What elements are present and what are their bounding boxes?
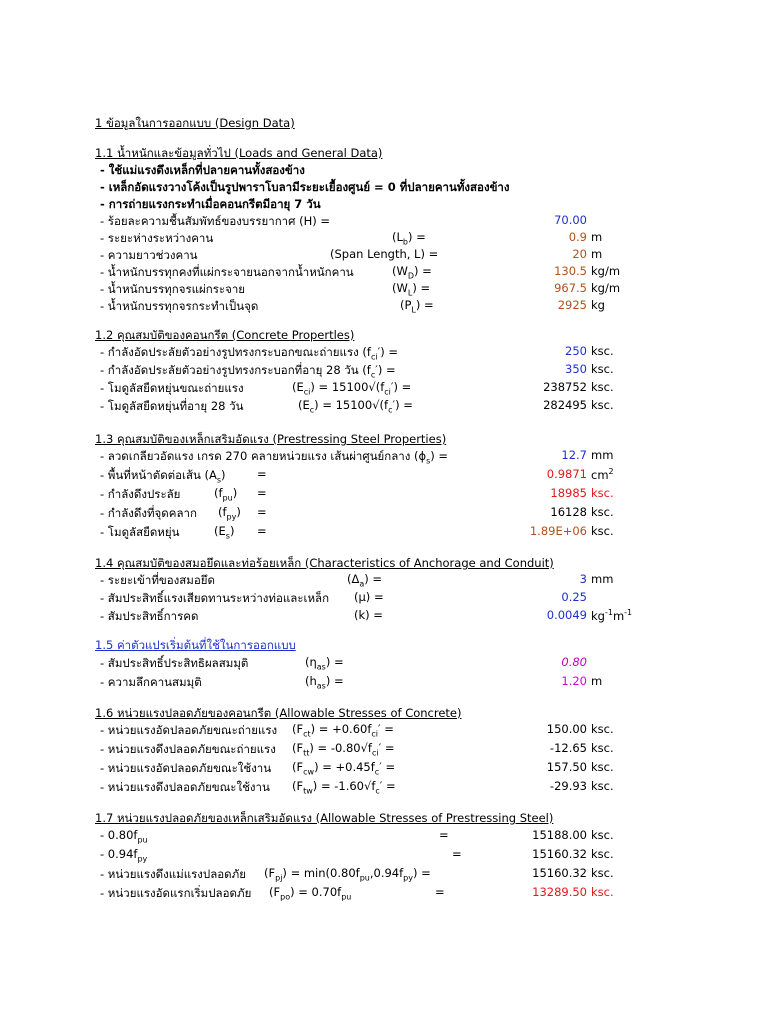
row-value: 18985 [550,486,587,500]
row-label: - กำลังดึงประลัย [100,487,181,501]
row-label: - ระยะห่างระหว่างคาน [100,231,214,245]
sym-eq: ) = [407,230,426,244]
unit-text: kg [591,608,605,623]
unit-sup: 2 [608,467,614,476]
section-1-4-header-line [0,555,768,573]
row-unit: kg/m [591,264,621,278]
sym-eq2: ′ = [378,722,394,736]
section-1-4-header: 1.4 คุณสมบัติของสมอยึดและท่อร้อยเหล็ก (Characteristics of Anchorage and Conduit) [95,556,554,570]
row-label: - สัมประสิทธิ์แรงเสียดทานระหว่างท่อและเหล็ก [100,591,330,605]
s17-row-fpj [0,866,768,884]
row-value: 0.80 [561,655,587,669]
s17-row-fpo [0,885,768,903]
row-symbol [292,760,395,776]
sym-sub: ci [303,387,311,397]
row-unit: ksc. [591,344,614,358]
sym-sub: ct [303,729,311,739]
row-label: - โมดูลัสยืดหยุ่น [100,525,180,539]
sym-eq: ) [229,524,235,538]
row-label: - น้ำหนักบรรทุกจรกระทำเป็นจุด [100,299,259,313]
row-symbol [218,505,241,521]
row-value: 250 [565,344,587,358]
row-unit: ksc. [591,779,614,793]
row-unit: ksc. [591,505,614,519]
row-eq: = [435,885,445,899]
sym-sub: tw [303,786,313,796]
row-label: - โมดูลัสยืดหยุ่นขณะถ่ายแรง [100,381,244,395]
sym-sub: L [411,305,416,315]
s16-row-fcw [0,760,768,778]
s11-row-live-load [0,281,768,299]
section-1-3-header: 1.3 คุณสมบัติของเหล็กเสริมอัดแรง (Prestressing Steel Properties) [95,432,447,446]
sym: (F [269,885,281,899]
row-eq: = [452,847,462,861]
row-label: - น้ำหนักบรรทุกคงที่แผ่กระจายนอกจากน้ำหนักคาน [100,265,354,279]
sym-eq: ) = min(0.80f [282,866,360,880]
s11-bullet-2 [0,179,768,197]
sym-eq: ) = -1.60√f [312,779,376,793]
row-unit: ksc. [591,828,614,842]
row-unit: ksc. [591,847,614,861]
sym-eq: ) = 0.70f [290,885,342,899]
row-value: 15160.32 [532,866,587,880]
sym-eq2: ′) = [390,380,412,394]
section-1-5-header-line [0,637,768,655]
sym-sub: pj [275,873,283,883]
row-symbol: (Span Length, L) = [330,247,439,261]
row-value: 1.20 [561,674,587,688]
section-1-5-header: 1.5 ค่าตัวแปรเริ่มต้นที่ใช้ในการออกแบบ [95,638,296,652]
sym-eq: ) = -0.80√f [309,741,372,755]
s17-row-080fpu [0,828,768,846]
unit-text-2: m [612,608,625,623]
row-label [100,344,398,362]
sym: (h [305,674,317,688]
row-label: - ร้อยละความชื้นสัมพัทธ์ของบรรยากาศ (H) = [100,214,331,228]
sym-sub: pu [222,493,233,503]
row-label: - ระยะเข้าที่ของสมอยึด [100,573,215,587]
label-eq: ′) = [377,345,398,359]
row-value: 13289.50 [532,885,587,899]
row-symbol [292,779,396,795]
section-1-3-header-line [0,431,768,449]
s11-row-point-load [0,298,768,316]
row-symbol [347,572,382,588]
unit-sup: -1 [604,608,613,617]
sym-eq: ) = [325,655,344,669]
row-unit: ksc. [591,524,614,538]
row-value: -12.65 [549,741,587,755]
row-symbol [214,486,237,502]
s12-row-eci [0,380,768,398]
row-label [100,828,148,844]
sym-sub2: c [388,405,393,415]
row-value: 70.00 [554,213,587,227]
s11-row-dead-load [0,264,768,282]
row-unit: ksc. [591,486,614,500]
sym-eq2: ′ = [378,741,395,755]
section-1-6-header: 1.6 หน่วยแรงปลอดภัยของคอนกรีต (Allowable Stresses of Concrete) [95,706,462,720]
row-unit: m [591,247,603,261]
label-text: - ลวดเกลียวอัดแรง เกรด 270 คลายหน่วยแรง เส้นผ่าศูนย์กลาง (ϕ [100,449,427,463]
sym: (F [292,741,304,755]
row-value: 15188.00 [532,828,587,842]
row-symbol [392,281,430,297]
section-1-6-header-line [0,705,768,723]
row-unit: mm [591,448,614,462]
s11-bullet-2-text: - เหล็กอัดแรงวางโค้งเป็นรูปพาราโบลามีระยะเยื้องศูนย์ = 0 ที่ปลายคานทั้งสองข้าง [100,180,510,194]
row-label [100,467,226,485]
row-symbol [392,264,432,280]
row-symbol [264,866,431,882]
label-sub: s [426,456,431,466]
section-1-2-header-line [0,327,768,345]
sym-eq: ) = +0.60f [310,722,372,736]
row-unit: ksc. [591,380,614,394]
s12-row-fc [0,362,768,380]
row-symbol [298,398,413,414]
sym: (P [400,298,412,312]
row-value: 157.50 [546,760,587,774]
sym: (F [264,866,276,880]
row-symbol: (k) = [354,608,383,622]
row-value: 3 [579,572,587,586]
label-text: - กำลังอัดประลัยตัวอย่างรูปทรงกระบอกขณะถ่ายแรง (f [100,345,371,359]
row-symbol [214,524,234,540]
doc-title-line [0,115,768,133]
section-1-7-header: 1.7 หน่วยแรงปลอดภัยของเหล็กเสริมอัดแรง (Allowable Stresses of Prestressing Steel) [95,811,554,825]
row-label: - หน่วยแรงอัดปลอดภัยขณะถ่ายแรง [100,723,278,737]
row-symbol [392,230,426,246]
row-value: 0.9871 [546,467,587,481]
row-unit: ksc. [591,866,614,880]
row-value: 1.89E+06 [529,524,587,538]
row-unit: ksc. [591,722,614,736]
row-symbol [400,298,434,314]
sym-sub: as [316,681,326,691]
row-value: 150.00 [546,722,587,736]
sym-sub2: ci [384,387,391,397]
sym-eq2: ′) = [392,398,413,412]
sym-sub2: ci [371,748,379,758]
row-label: - หน่วยแรงดึงแม่แรงปลอดภัย [100,867,246,881]
row-label: - หน่วยแรงอัดแรกเริ่มปลอดภัย [100,886,252,900]
sym-eq: ) [232,486,238,500]
sym: (L [392,230,403,244]
sym-eq2: ′ = [379,760,396,774]
s13-row-area [0,467,768,485]
row-unit: ksc. [591,760,614,774]
section-1-2-header: 1.2 คุณสมบัติของคอนกรีต (Concrete Propertles) [95,328,355,342]
sym-eq: ) = [415,298,434,312]
sym-sub: a [359,579,365,589]
row-value: 0.9 [568,230,587,244]
s13-row-es [0,524,768,542]
row-label [100,847,147,863]
row-unit: ksc. [591,398,614,412]
s11-bullet-1-text: - ใช้แม่แรงดึงเหล็กที่ปลายคานทั้งสองข้าง [100,163,305,177]
row-symbol: (μ) = [354,590,384,604]
s15-row-efficiency [0,655,768,673]
row-label: - หน่วยแรงอัดปลอดภัยขณะใช้งาน [100,761,272,775]
s11-row-span-length [0,247,768,265]
row-eq: = [257,524,267,538]
row-unit: kg/m [591,281,621,295]
row-unit: m [591,230,603,244]
s14-row-anchor-slip [0,572,768,590]
s13-row-diameter [0,448,768,466]
sym-eq2: ′ = [379,779,396,793]
sym-sub2: ci [371,729,379,739]
row-label: - หน่วยแรงดึงปลอดภัยขณะถ่ายแรง [100,742,276,756]
sym-sub: c [309,405,315,415]
row-label [100,362,396,380]
unit-sup-2: -1 [624,608,633,617]
s11-row-humidity [0,213,768,231]
sym-sub2: pu [359,873,370,883]
sym-sub2: c [374,767,380,777]
row-label: - ความยาวช่วงคาน [100,248,198,262]
row-value: 130.5 [554,264,587,278]
row-symbol [292,722,394,738]
s12-row-ec [0,398,768,416]
sym-sub3: py [403,873,413,883]
sym-eq: ) [236,505,241,519]
row-unit: ksc. [591,741,614,755]
row-value: 20 [572,247,587,261]
s11-bullet-3-text: - การถ่ายแรงกระทำเมื่อคอนกรีตมีอายุ 7 วัน [100,197,321,211]
row-eq: = [257,467,267,481]
row-unit [591,608,632,623]
row-symbol [269,885,351,901]
sym: (f [214,486,223,500]
row-value: 350 [565,362,587,376]
sym: (F [292,779,304,793]
row-value: 16128 [550,505,587,519]
row-eq: = [257,505,267,519]
unit-text: cm [591,467,609,482]
s11-bullet-1 [0,162,768,180]
label-sub: s [216,475,222,485]
s16-row-ftw [0,779,768,797]
sym-eq: ) = [412,281,431,295]
row-value: 0.0049 [546,608,587,622]
row-eq: = [439,828,449,842]
doc-title: 1 ข้อมูลในการออกแบบ (Design Data) [95,116,295,130]
row-unit: mm [591,572,614,586]
sym-sub: py [226,512,237,522]
label-text: - 0.94f [100,847,138,861]
row-label: - ความลึกคานสมมุติ [100,675,202,689]
sym: (F [292,722,304,736]
sym-eq: ) = [325,674,344,688]
row-symbol [305,674,344,690]
row-unit: ksc. [591,885,614,899]
sym: (W [392,264,408,278]
s12-row-fci [0,344,768,362]
sym: (f [218,505,227,519]
sym: (E [292,380,304,394]
row-label: - โมดูลัสยืดหยุ่นที่อายุ 28 วัน [100,399,244,413]
sym-sub2: pu [341,892,352,902]
row-label: - หน่วยแรงดึงปลอดภัยขณะใช้งาน [100,780,270,794]
sym-sub: L [407,288,413,298]
s11-bullet-3 [0,196,768,214]
label-sub: py [137,854,148,864]
label-text: - 0.80f [100,828,138,842]
row-value: -29.93 [549,779,587,793]
sym-sub: as [316,662,326,672]
s16-row-fct [0,722,768,740]
label-text: - กำลังอัดประลัยตัวอย่างรูปทรงกระบอกที่อายุ 28 วัน (f [100,363,371,377]
row-value: 282495 [543,398,587,412]
s15-row-depth [0,674,768,692]
s13-row-fpy [0,505,768,523]
row-value: 967.5 [554,281,587,295]
s14-row-friction [0,590,768,608]
label-eq: ′) = [375,363,396,377]
row-unit: kg [591,298,605,312]
s17-row-094fpy [0,847,768,865]
row-value: 12.7 [561,448,587,462]
row-eq: = [257,486,267,500]
sym-sub: cw [303,767,315,777]
sym-sub: po [280,892,291,902]
section-1-1-header-line [0,145,768,163]
row-unit: ksc. [591,362,614,376]
sym-sub: s [225,531,230,541]
row-value: 2925 [557,298,587,312]
s16-row-ftt [0,741,768,759]
row-label: - สัมประสิทธิ์ประสิทธิผลสมมุติ [100,656,249,670]
sym-eq3: ) = [412,866,431,880]
section-1-7-header-line [0,810,768,828]
sym-sub2: c [375,786,380,796]
row-label: - น้ำหนักบรรทุกจรแผ่กระจาย [100,282,246,296]
label-eq: ) [221,468,226,482]
sym-eq: ) = [364,572,383,586]
sym-eq: ) = 15100√(f [314,398,389,412]
label-text: - พื้นที่หน้าตัดต่อเส้น (A [100,468,217,482]
sym-eq2: ,0.94f [369,866,404,880]
sym: (F [292,760,304,774]
label-sub: c [370,370,376,380]
sym-sub: b [402,237,408,247]
label-eq: ) = [430,449,449,463]
sym: (E [214,524,226,538]
sym-sub: tt [303,748,310,758]
row-value: 0.25 [561,590,587,604]
row-value: 238752 [543,380,587,394]
row-symbol [292,380,411,396]
row-label: - สัมประสิทธิ์การคด [100,609,199,623]
row-symbol [292,741,395,757]
row-unit: m [591,674,603,688]
row-label [100,448,448,466]
row-unit [591,467,614,482]
sym-eq: ) = +0.45f [314,760,375,774]
sym: (Δ [347,572,360,586]
label-sub: ci [370,352,378,362]
sym-sub: D [407,271,415,281]
s13-row-fpu [0,486,768,504]
sym: (W [392,281,408,295]
sym: (E [298,398,310,412]
sym-eq: ) = [414,264,432,278]
sym-eq: ) = 15100√(f [310,380,385,394]
s14-row-wobble [0,608,768,626]
row-symbol [305,655,344,671]
s11-row-beam-spacing [0,230,768,248]
section-1-1-header: 1.1 น้ำหนักและข้อมูลทั่วไป (Loads and General Data) [95,146,383,160]
sym: (η [305,655,317,669]
row-label: - กำลังดึงที่จุดคลาก [100,506,197,520]
label-sub: pu [137,835,148,845]
row-value: 15160.32 [532,847,587,861]
